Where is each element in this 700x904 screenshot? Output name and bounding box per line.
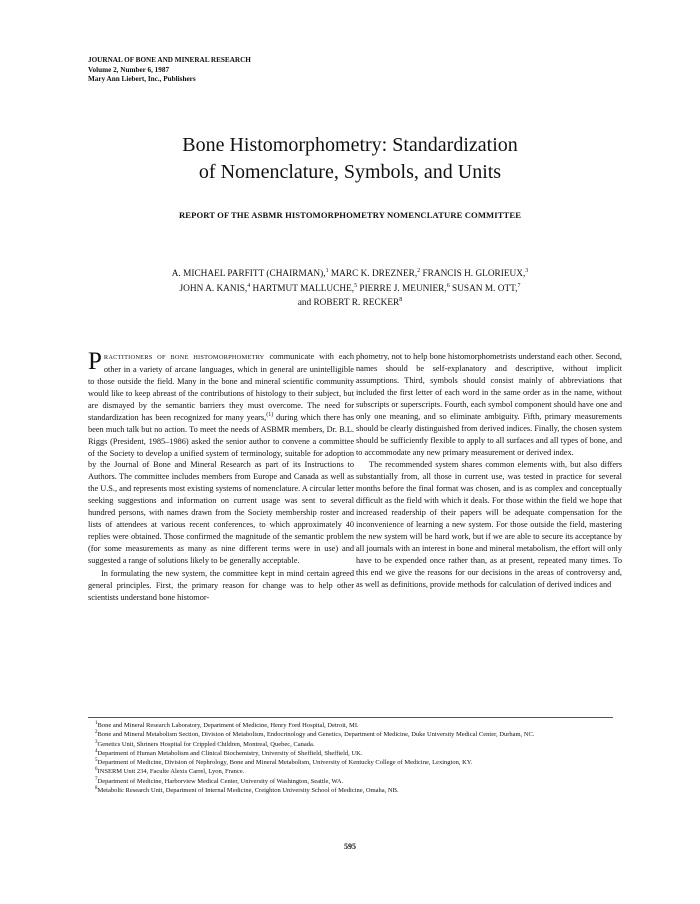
paragraph: PRACTITIONERS OF BONE HISTOMORPHOMETRY communicate with each other in a variety of arcane languages, which in general are unintelligible to those outside the field. Many in the bone and mineral scientific community would like to keep abreast of the contributions of histology to their subject, but are dismayed by the semantic barriers they must overcome. The need for standardization has been recognized for many years,$^{(1)}$ during which there has been much talk but no action. To meet the needs of ASBMR members, Dr. B.L. Riggs (President, 1985–1986) asked the senior author to convene a committee of the Society to develop a unified system of terminology, suitable for adoption by the Journal of Bone and Mineral Research as part of its Instructions to Authors. The committee includes members from Europe and Canada as well as the U.S., and represents most existing systems of nomenclature. A circular letter seeking suggestions and information on current usage was sent to several hundred persons, with names drawn from the Society membership roster and lists of attendees at various recent conferences, to which approximately 40 replies were obtained. Those confirmed the magnitude of the semantic problem (for some measurements as many as nine different terms were in use) and suggested a range of solutions likely to be generally acceptable. [88,348,354,565]
author: FRANCIS H. GLORIEUX,$^3$ [422,267,529,279]
footnote: $^8$Metabolic Research Unit, Department of Internal Medicine, Creighton University School of Medicine, Omaha, NB. [95,785,399,794]
drop-cap: P [88,348,102,375]
body-column-right [356,351,622,591]
author: PIERRE J. MEUNIER,$^6$ [359,282,450,294]
author: and ROBERT R. RECKER$^8$ [297,297,403,309]
footnote: $^2$Bone and Mineral Metabolism Section, Division of Metabolism, Endocrinology and Genetics, Department of Medicine, Duke University Medical Center, Durham, NC. [95,730,535,739]
paragraph: The recommended system shares common elements with, but also differs substantially from, all those in current use, was tested in practice for several months before the final format was chosen, and is as complex and conceptually difficult as the field with which it deals. For those within the field we hope that increased readership of their papers will be adequate compensation for the inconvenience of learning a new system. For those outside the field, mastering the new system will be hard work, but if we are able to secure its acceptance by all journals with an interest in bone and mineral metabolism, the effort will only have to be expended once rather than, as at present, repeated many times. To this end we give the reasons for our decisions in the areas of controversy and, as well as definitions, provide methods for calculation of derived indices and [356,460,622,589]
footnote: $^4$Department of Human Metabolism and Clinical Biochemistry, University of Sheffield, Sheffield, UK. [95,748,363,757]
page-number: 595 [344,842,356,851]
journal-publisher: Mary Ann Liebert, Inc., Publishers [88,75,196,83]
journal-volume: Volume 2, Number 6, 1987 [88,65,170,74]
footnotes [88,721,614,795]
journal-name: JOURNAL OF BONE AND MINERAL RESEARCH [88,56,251,64]
article-title [0,132,700,186]
paragraph: In formulating the new system, the committee kept in mind certain agreed general principles. First, the primary reason for change was to help other scientists understand bone histomor- [88,568,354,602]
author-list [110,267,590,311]
citation: (1) [266,411,274,418]
footnote: $^7$Department of Medicine, Harborview Medical Center, University of Washington, Seattle, WA. [95,776,344,785]
footnote: $^1$Bone and Mineral Research Laboratory, Department of Medicine, Henry Ford Hospital, Detroit, MI. [95,720,359,729]
opening-smallcaps: RACTITIONERS OF BONE HISTOMORPHOMETRY [103,354,265,361]
title-line-2: of Nomenclature, Symbols, and Units [198,161,502,183]
footnote: $^6$INSERM Unit 234, Faculte Alexis Carrel, Lyon, France. [95,767,245,776]
article-subtitle: REPORT OF THE ASBMR HISTOMORPHOMETRY NOMENCLATURE COMMITTEE [178,210,522,220]
author: MARC K. DREZNER,$^2$ [330,267,421,279]
author: JOHN A. KANIS,$^4$ [179,282,251,294]
footnote: $^5$Department of Medicine, Division of Nephrology, Bone and Mineral Metabolism, University of Kentucky College of Medicine, Lexington, KY. [95,757,473,766]
title-line-1: Bone Histomorphometry: Standardization [182,134,518,156]
paragraph: phometry, not to help bone histomorphometrists understand each other. Second, names should be self-explanatory and descriptive, without implicit assumptions. Third, symbols should consist mainly of abbreviations that included the first letter of each word in the same order as in the name, without subscripts or superscripts. Fourth, each symbol component should have one and only one meaning, and so eliminate ambiguity. Fifth, primary measurements should be clearly distinguished from derived indices. Finally, the chosen system should be sufficiently flexible to apply to all surfaces and all types of bone, and to accommodate any new primary measurement or derived index. [356,352,622,457]
journal-header [88,56,251,85]
author: A. MICHAEL PARFITT (CHAIRMAN),$^1$ [171,267,329,279]
author: SUSAN M. OTT,$^7$ [452,282,521,294]
body-column-left [88,348,354,604]
author: HARTMUT MALLUCHE,$^5$ [252,282,358,294]
footnote-rule [88,717,613,718]
footnote: $^3$Genetics Unit, Shriners Hospital for Crippled Children, Montreal, Quebec, Canada. [95,739,315,748]
